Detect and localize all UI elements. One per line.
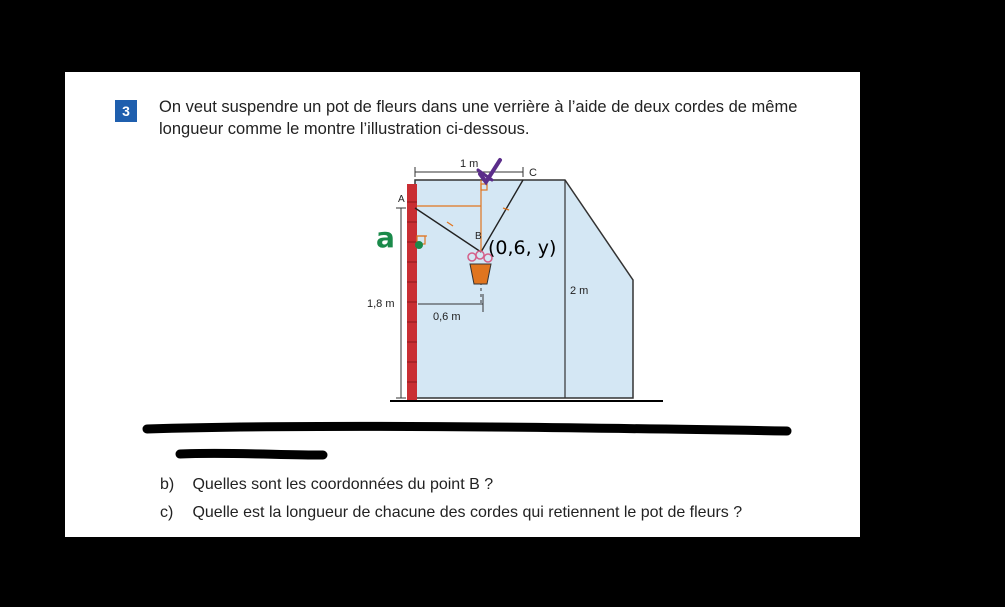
label-0-6m: 0,6 m xyxy=(433,311,461,323)
question-c xyxy=(160,504,742,522)
brick-wall xyxy=(407,184,417,400)
scribble-line-1 xyxy=(147,426,787,431)
exercise-intro: On veut suspendre un pot de fleurs dans une verrière à l’aide de deux cordes de même longueur comme le montre l’illustration ci-dessous. xyxy=(159,98,798,138)
scribble-line-2 xyxy=(180,453,323,455)
question-b-label: b) xyxy=(160,476,175,493)
exercise-number-badge: 3 xyxy=(115,100,137,122)
green-point-dot xyxy=(415,241,423,249)
label-point-b: B xyxy=(475,231,482,242)
label-1m: 1 m xyxy=(460,158,479,170)
question-c-label: c) xyxy=(160,504,174,521)
question-a-text: Représentez cette situation dans un plan cartésien en indiquant les coordonnées des points A et C. xyxy=(192,420,851,437)
textbook-page xyxy=(65,72,860,537)
question-a: a) Représentez cette situation dans un plan cartésien en indiquant les coordonnées des points A et C. xyxy=(160,420,851,437)
label-point-c: C xyxy=(529,167,537,179)
handwritten-green-letter: a xyxy=(376,221,395,254)
question-b xyxy=(160,476,493,494)
label-1-8m: 1,8 m xyxy=(367,298,395,310)
label-point-a: A xyxy=(398,194,405,205)
greenhouse-glass xyxy=(415,180,633,398)
question-c-text: Quelle est la longueur de chacune des cordes qui retiennent le pot de fleurs ? xyxy=(192,504,743,521)
label-2m: 2 m xyxy=(570,285,589,297)
question-b-text: Quelles sont les coordonnées du point B ? xyxy=(192,476,494,493)
handwritten-coordinates: (0,6, y) xyxy=(488,237,557,259)
greenhouse-figure xyxy=(65,72,860,537)
flower-pot xyxy=(470,264,491,284)
